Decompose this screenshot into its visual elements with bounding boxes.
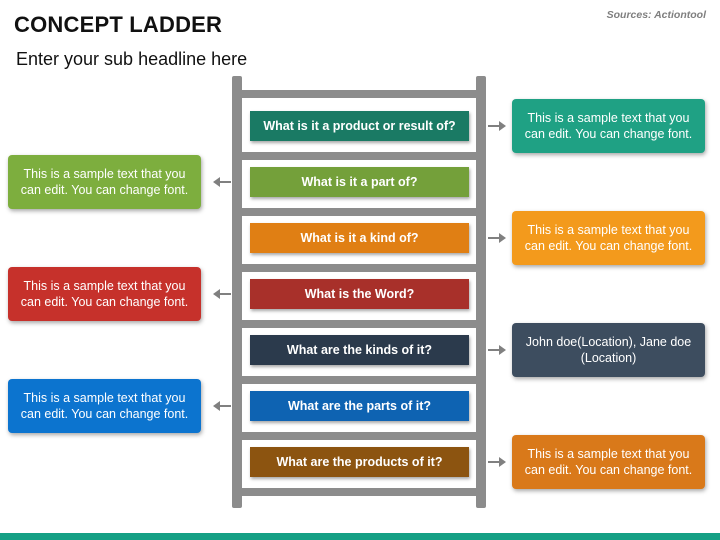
ladder-step-product-or-result: What is it a product or result of? bbox=[250, 111, 469, 141]
ladder-rung bbox=[236, 264, 482, 272]
arrow-right-icon bbox=[488, 232, 508, 244]
ladder-step-part-of: What is it a part of? bbox=[250, 167, 469, 197]
ladder-rung bbox=[236, 320, 482, 328]
ladder-rung bbox=[236, 152, 482, 160]
arrow-right-icon bbox=[488, 456, 508, 468]
arrow-left-icon bbox=[211, 288, 231, 300]
arrow-left-icon bbox=[211, 176, 231, 188]
ladder-rung bbox=[236, 376, 482, 384]
page-subtitle: Enter your sub headline here bbox=[16, 49, 248, 69]
ladder-step-parts-of-it: What are the parts of it? bbox=[250, 391, 469, 421]
ladder-rung bbox=[236, 432, 482, 440]
ladder-rung bbox=[236, 208, 482, 216]
note-box-parts-of-it: This is a sample text that you can edit. You can change font. bbox=[8, 379, 201, 433]
footer-accent-bar bbox=[0, 533, 720, 540]
ladder-step-kinds-of-it: What are the kinds of it? bbox=[250, 335, 469, 365]
arrow-left-icon bbox=[211, 400, 231, 412]
ladder-step-products-of-it: What are the products of it? bbox=[250, 447, 469, 477]
source-credit: Sources: Actiontool bbox=[606, 9, 706, 21]
arrow-right-icon bbox=[488, 344, 508, 356]
note-box-kinds-of-it: John doe(Location), Jane doe (Location) bbox=[512, 323, 705, 377]
page-title: CONCEPT LADDER bbox=[14, 12, 223, 37]
note-box-kind-of: This is a sample text that you can edit. You can change font. bbox=[512, 211, 705, 265]
ladder-rung bbox=[236, 90, 482, 98]
arrow-right-icon bbox=[488, 120, 508, 132]
ladder-left-rail bbox=[232, 76, 242, 508]
note-box-the-word: This is a sample text that you can edit. You can change font. bbox=[8, 267, 201, 321]
note-box-products-of-it: This is a sample text that you can edit. You can change font. bbox=[512, 435, 705, 489]
note-box-part-of: This is a sample text that you can edit. You can change font. bbox=[8, 155, 201, 209]
ladder-step-kind-of: What is it a kind of? bbox=[250, 223, 469, 253]
note-box-product-or-result: This is a sample text that you can edit. You can change font. bbox=[512, 99, 705, 153]
ladder-step-the-word: What is the Word? bbox=[250, 279, 469, 309]
ladder-rung bbox=[236, 488, 482, 496]
ladder-right-rail bbox=[476, 76, 486, 508]
